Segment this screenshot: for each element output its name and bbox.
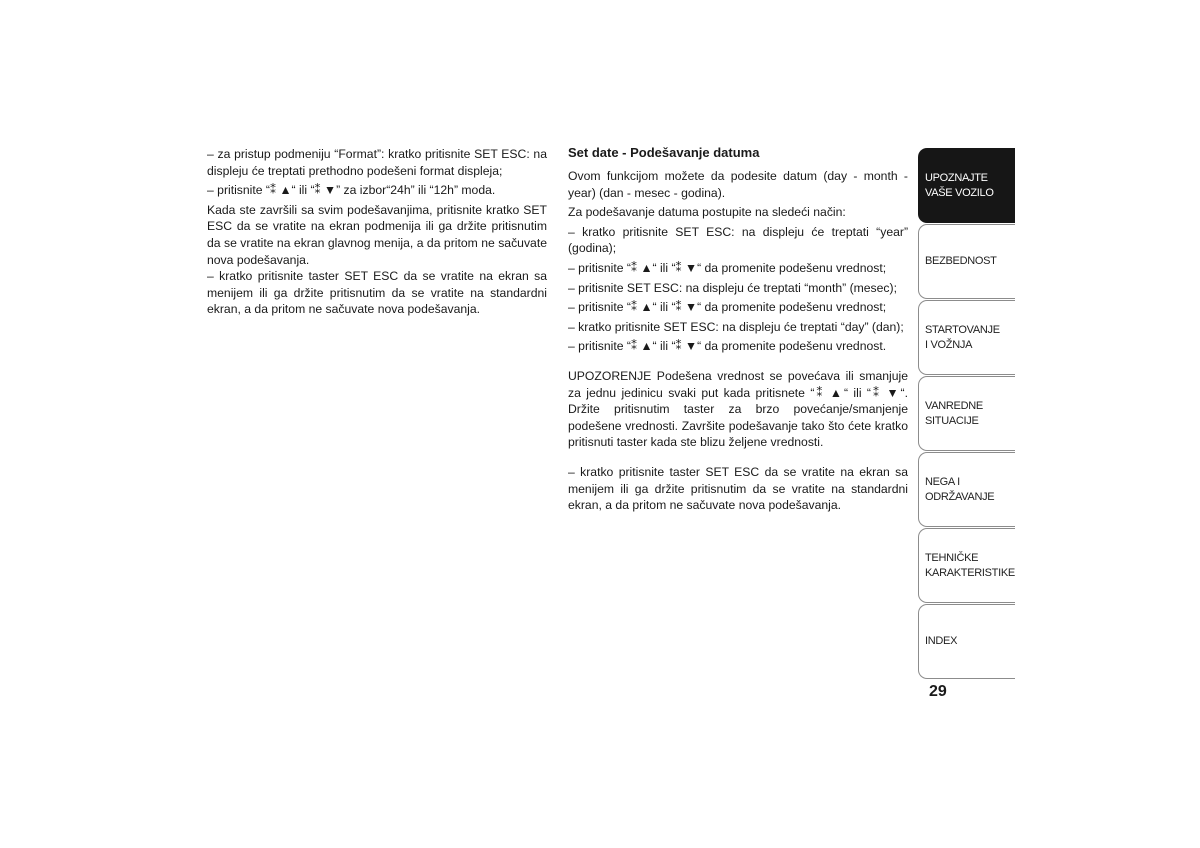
tab-tehnicke-karakteristike[interactable] [918, 528, 1015, 603]
step-year: – kratko pritisnite SET ESC: na displeju će treptati “year” (godina); [568, 224, 908, 256]
tab-vanredne-situacije[interactable] [918, 376, 1015, 451]
return-menu-text: – kratko pritisnite taster SET ESC da se vratite na ekran sa menijem ili ga držite pritisnutim da se vratite na standardni ekran, a da pritom ne sačuvate nova podešavanja. [207, 269, 547, 317]
intro-text: Ovom funkcijom možete da podesite datum (day - month - year) (dan - mesec - godina). [568, 169, 908, 200]
steps-intro-text: Za podešavanje datuma postupite na sledeći način: [568, 205, 846, 220]
format-submenu-text: – za pristup podmeniju “Format”: kratko pritisnite SET ESC: na displeju će treptati prethodno podešeni format displeja; [207, 147, 547, 178]
warning-text: UPOZORENJE Podešena vrednost se povećava ili smanjuje za jednu jedinicu svaki put kada pritisnete “⁑ ▲“ ili “⁑ ▼“. Držite pritisnutim taster za brzo povećanje/smanjenje podešene vrednosti. Završite podešavanje tako što ćete kratko pritisnuti taster kada ste blizu željene vrednosti. [568, 368, 908, 450]
page-number: 29 [929, 683, 947, 700]
section-heading: Set date - Podešavanje datuma [568, 145, 760, 160]
step-month: – pritisnite SET ESC: na displeju će treptati “month” (mesec); [568, 280, 897, 295]
final-step-text: – kratko pritisnite taster SET ESC da se vratite na ekran sa menijem ili ga držite pritisnutim da se vratite na standardni ekran, a da pritom ne sačuvate nova podešavanja. [568, 464, 908, 513]
chapter-tabs [918, 148, 1015, 680]
tab-label: UPOZNAJTE VAŠE VOZILO [925, 171, 994, 199]
step-adjust-day: – pritisnite “⁑ ▲“ ili “⁑ ▼“ da promenite podešenu vrednost. [568, 339, 887, 354]
tab-label: INDEX [925, 635, 958, 647]
finish-settings-text: Kada ste završili sa svim podešavanjima, pritisnite kratko SET ESC da se vratite na ekran podmenija ili ga držite pritisnutim da se vratite na ekran glavnog menija, a da pritom ne sačuvate nova podešavanja. [207, 202, 547, 267]
left-column [207, 146, 547, 321]
step-adjust-month: – pritisnite “⁑ ▲“ ili “⁑ ▼“ da promenite podešenu vrednost; [568, 300, 887, 315]
format-select-text: – pritisnite “⁑ ▲“ ili “⁑ ▼” za izbor“24h” ili “12h” moda. [207, 183, 496, 198]
tab-label: NEGA I ODRŽAVANJE [925, 475, 995, 503]
tab-nega-i-odrzavanje[interactable] [918, 452, 1015, 527]
tab-bezbednost[interactable] [918, 224, 1015, 299]
tab-label: BEZBEDNOST [925, 255, 997, 267]
tab-label: STARTOVANJE I VOŽNJA [925, 323, 1000, 351]
tab-label: VANREDNE SITUACIJE [925, 399, 983, 427]
tab-label: TEHNIČKE KARAKTERISTIKE [925, 551, 1015, 579]
tab-upoznajte-vase-vozilo[interactable] [918, 148, 1015, 223]
step-adjust-year: – pritisnite “⁑ ▲“ ili “⁑ ▼“ da promenite podešenu vrednost; [568, 260, 887, 275]
tab-startovanje-i-voznja[interactable] [918, 300, 1015, 375]
right-column [568, 144, 908, 517]
tab-index[interactable] [918, 604, 1015, 679]
step-day: – kratko pritisnite SET ESC: na displeju će treptati “day” (dan); [568, 319, 904, 334]
